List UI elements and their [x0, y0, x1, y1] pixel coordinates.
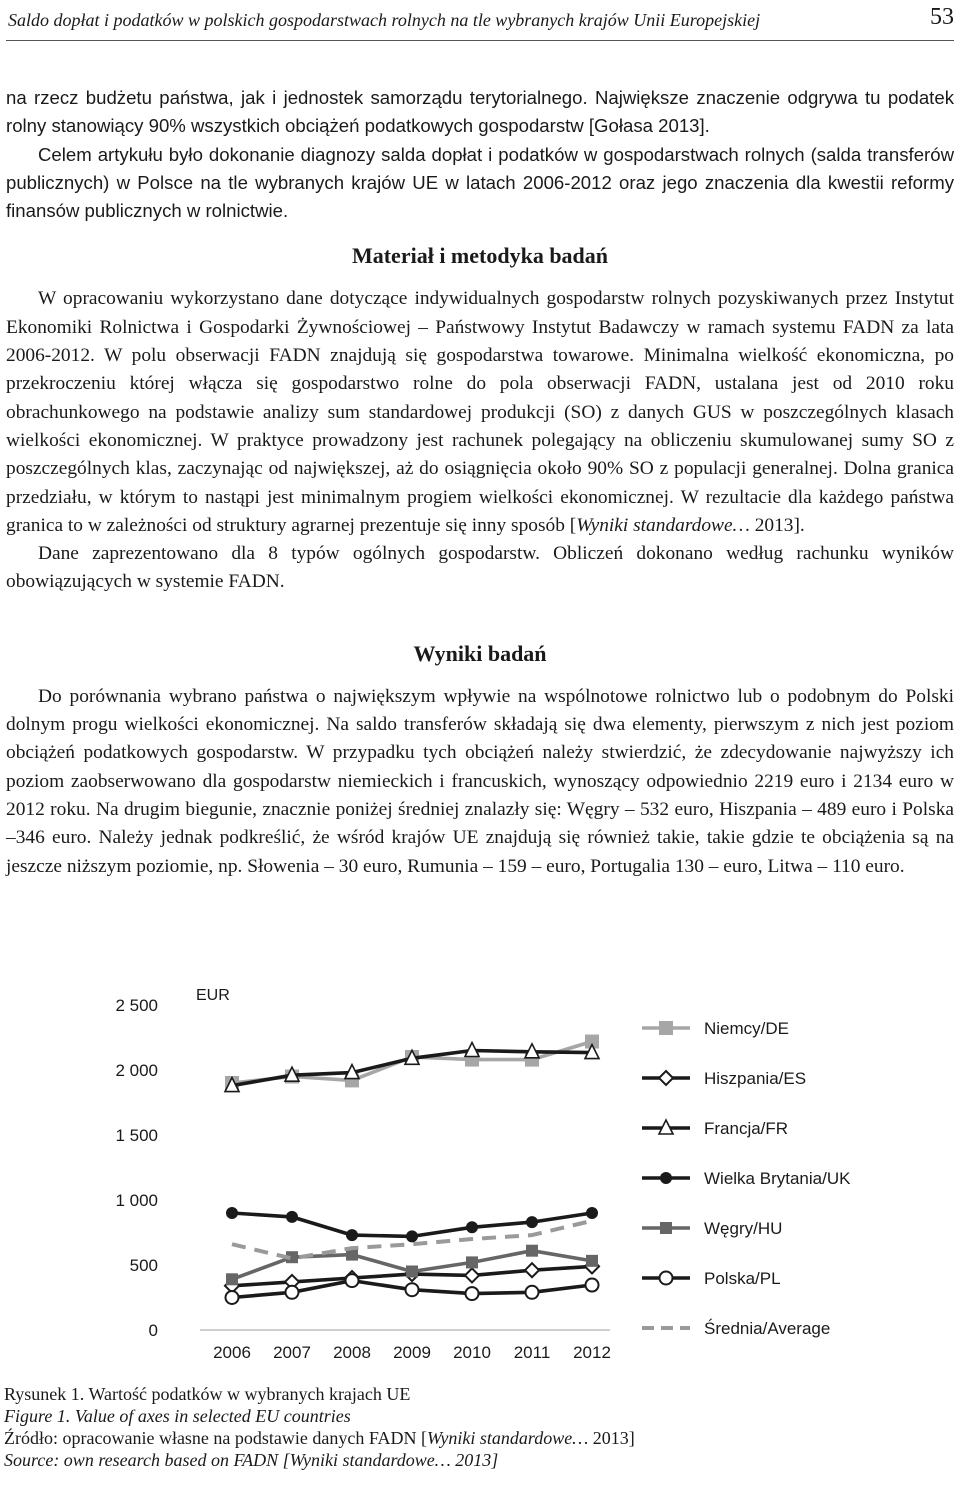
data-point — [226, 1207, 238, 1219]
data-point — [586, 1279, 599, 1292]
data-point — [406, 1266, 418, 1278]
zrodlo-text-b: 2013] — [588, 1428, 635, 1448]
data-point — [526, 1286, 539, 1299]
legend-entry — [642, 1169, 851, 1188]
legend-marker — [660, 1222, 672, 1234]
intro-paragraph-2: Celem artykułu było dokonanie diagnozy salda dopłat i podatków w gospodarstwach rolnych (salda transferów publicznych) w Polsce na tle wybranych krajów UE w latach 2006-2012 oraz jego znaczenia dla kwestii reformy finansów publicznych w rolnictwie. — [6, 143, 954, 222]
y-tick-label: 1 500 — [115, 1126, 158, 1145]
legend-entry — [642, 1319, 830, 1338]
figure-captions — [4, 1383, 954, 1471]
data-point — [286, 1286, 299, 1299]
x-tick-label: 2007 — [273, 1343, 311, 1362]
method-text-b: 2013]. — [749, 514, 805, 536]
x-tick-label: 2006 — [213, 1343, 251, 1362]
unit-label: EUR — [196, 987, 230, 1004]
y-tick-label: 0 — [148, 1321, 158, 1340]
data-point — [465, 1268, 479, 1282]
y-tick-label: 2 500 — [115, 996, 158, 1015]
legend-entry — [642, 1019, 789, 1038]
data-point — [406, 1230, 418, 1242]
caption-figure: Figure 1. Value of axes in selected EU countries — [4, 1406, 351, 1426]
x-tick-label: 2008 — [333, 1343, 371, 1362]
zrodlo-citation: Wyniki standardowe… — [427, 1428, 589, 1448]
intro-paragraph-1: na rzecz budżetu państwa, jak i jednostek samorządu terytorialnego. Największe znaczenie odgrywa tu podatek rolny stanowiący 90% wszystkich obciążeń podatkowych gospodarstw [Gołasa 2013]. — [6, 87, 954, 137]
article-body — [6, 84, 954, 881]
caption-source: Source: own research based on FADN [Wyniki standardowe… 2013] — [4, 1450, 499, 1470]
figure-1 — [90, 985, 870, 1375]
y-tick-label: 1 000 — [115, 1191, 158, 1210]
zrodlo-text-a: Źródło: opracowanie własne na podstawie danych FADN [ — [4, 1428, 428, 1448]
caption-zrodlo — [4, 1427, 954, 1449]
series-layer — [225, 1035, 599, 1304]
method-paragraph-1 — [6, 285, 954, 540]
data-point — [406, 1283, 419, 1296]
legend-entry — [642, 1219, 782, 1238]
series-francja-fr — [225, 1043, 599, 1092]
y-tick-label: 2 000 — [115, 1061, 158, 1080]
legend-label: Francja/FR — [704, 1119, 789, 1138]
x-tick-label: 2012 — [573, 1343, 611, 1362]
data-point — [466, 1221, 478, 1233]
section-heading-results: Wyniki badań — [413, 640, 547, 666]
data-point — [526, 1245, 538, 1257]
data-point — [466, 1287, 479, 1300]
data-point — [226, 1273, 238, 1285]
legend-entry — [642, 1269, 781, 1288]
section-heading-material: Materiał i metodyka badań — [351, 243, 609, 269]
method-citation: Wyniki standardowe… — [576, 514, 750, 536]
running-title: Saldo dopłat i podatków w polskich gospodarstwach rolnych na tle wybranych krajów Unii Europejskiej — [8, 10, 761, 30]
legend-marker — [660, 1272, 673, 1285]
legend-label: Wielka Brytania/UK — [704, 1169, 851, 1188]
method-text-a: W opracowaniu wykorzystano dane dotyczące indywidualnych gospodarstw rolnych pozyskiwanych przez Instytut Ekonomiki Rolnictwa i Gospodarki Żywnościowej – Państwowy Instytut Badawczy w ramach systemu FADN za lata 2006-2012. W polu obserwacji FADN znajdują się gospodarstwa towarowe. Minimalna wielkość ekonomiczna, po przekroczeniu której włącza się gospodarstwo rolne do pola obserwacji FADN, ustalana jest od 2010 roku obrachunkowego na podstawie analizy sum standardowej produkcji (SO) z danych GUS w poszczególnych klasach wielkości ekonomicznej. W praktyce prowadzony jest rachunek polegający na obliczeniu skumulowanej sumy SO z poszczególnych klas, zaczynając od największej, aż do osiągnięcia około 90% SO z populacji generalnej. Dolna granica przedziału, w którym to nastąpi jest minimalnym progiem wielkości ekonomicznej. W rezultacie dla każdego państwa granica to w zależności od struktury agrarnej prezentuje się inny sposób [ — [6, 288, 954, 536]
legend-label: Polska/PL — [704, 1269, 781, 1288]
series-wielka-brytania-uk — [226, 1207, 598, 1242]
page-number: 53 — [930, 4, 954, 30]
legend-marker — [659, 1021, 673, 1035]
legend-label: Niemcy/DE — [704, 1019, 790, 1038]
results-paragraph-1: Do porównania wybrano państwa o największym wpływie na wspólnotowe rolnictwo lub o podobnym do Polski dolnym progu wielkości ekonomicznej. Na saldo transferów składają się dwa elementy, pierwszym z nich jest poziom obciążeń podatkowych gospodarstw. W przypadku tych obciążeń należy stwierdzić, że zdecydowanie najwyższy ich poziom zaobserwowano dla gospodarstw niemieckich i francuskich, wynoszący odpowiednio 2219 euro i 2134 euro w 2012 roku. Na drugim biegunie, znacznie poniżej średniej znalazły się: Węgry – 532 euro, Hiszpania – 489 euro i Polska –346 euro. Należy jednak podkreślić, że wśród krajów UE znajdują się również takie, takie gdzie te obciążenia są na jeszcze niższym poziomie, np. Słowenia – 30 euro, Rumunia – 159 – euro, Portugalia 130 – euro, Litwa – 110 euro. — [6, 685, 954, 877]
method-paragraph-2: Dane zaprezentowano dla 8 typów ogólnych gospodarstw. Obliczeń dokonano według rachunku wyników obowiązujących w systemie FADN. — [6, 543, 954, 593]
data-point — [526, 1216, 538, 1228]
running-header — [6, 4, 954, 41]
x-tick-label: 2011 — [513, 1343, 551, 1362]
data-point — [586, 1207, 598, 1219]
legend-marker — [659, 1071, 673, 1085]
data-point — [466, 1256, 478, 1268]
legend-label: Węgry/HU — [704, 1219, 783, 1238]
data-point — [226, 1291, 239, 1304]
x-axis-ticks — [213, 1343, 611, 1362]
data-point — [586, 1255, 598, 1267]
data-point — [286, 1211, 298, 1223]
legend-marker — [660, 1172, 672, 1184]
legend-label: Hiszpania/ES — [704, 1069, 807, 1088]
y-axis-ticks — [115, 996, 158, 1340]
data-point — [346, 1274, 359, 1287]
data-point — [346, 1229, 358, 1241]
chart-legend — [642, 1019, 851, 1338]
x-tick-label: 2010 — [453, 1343, 491, 1362]
caption-rysunek: Rysunek 1. Wartość podatków w wybranych krajach UE — [4, 1384, 411, 1404]
data-point — [525, 1263, 539, 1277]
tax-line-chart — [90, 985, 870, 1375]
y-tick-label: 500 — [129, 1256, 158, 1275]
x-tick-label: 2009 — [393, 1343, 431, 1362]
legend-entry — [642, 1069, 806, 1088]
legend-label: Średnia/Average — [704, 1319, 831, 1338]
legend-entry — [642, 1119, 788, 1138]
